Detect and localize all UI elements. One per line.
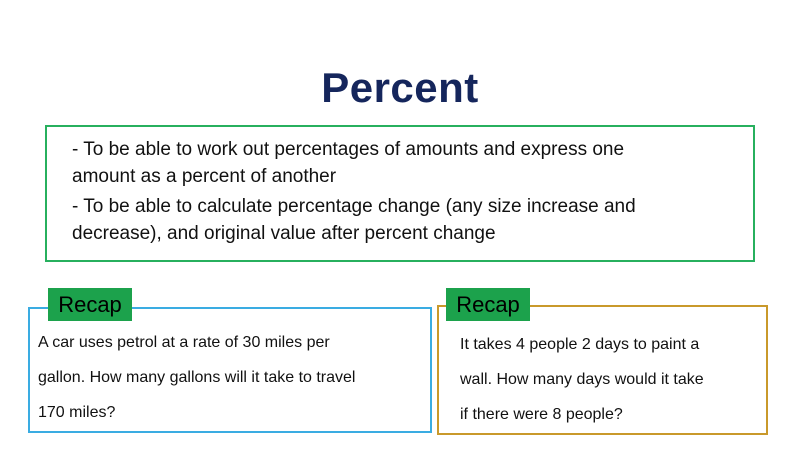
objective-line: decrease), and original value after percent change bbox=[72, 223, 496, 244]
recap-label: Recap bbox=[48, 288, 132, 321]
recap-card-right bbox=[437, 292, 768, 435]
recap-text bbox=[38, 325, 424, 430]
recap-card-left bbox=[28, 292, 432, 433]
objectives-box bbox=[45, 125, 755, 262]
objective-paragraph bbox=[72, 136, 743, 190]
recap-line: gallon. How many gallons will it take to travel bbox=[38, 369, 356, 386]
recap-line: A car uses petrol at a rate of 30 miles per bbox=[38, 334, 330, 351]
recap-text bbox=[460, 327, 762, 432]
objective-paragraph bbox=[72, 193, 743, 247]
recap-label: Recap bbox=[446, 288, 530, 321]
recap-line: 170 miles? bbox=[38, 404, 116, 421]
recap-line: It takes 4 people 2 days to paint a bbox=[460, 336, 700, 353]
objective-line: - To be able to work out percentages of amounts and express one bbox=[72, 139, 625, 160]
objective-line: amount as a percent of another bbox=[72, 166, 337, 187]
recap-line: if there were 8 people? bbox=[460, 406, 623, 423]
objective-line: - To be able to calculate percentage change (any size increase and bbox=[72, 196, 636, 217]
recap-line: wall. How many days would it take bbox=[460, 371, 704, 388]
page-title: Percent bbox=[321, 64, 479, 111]
